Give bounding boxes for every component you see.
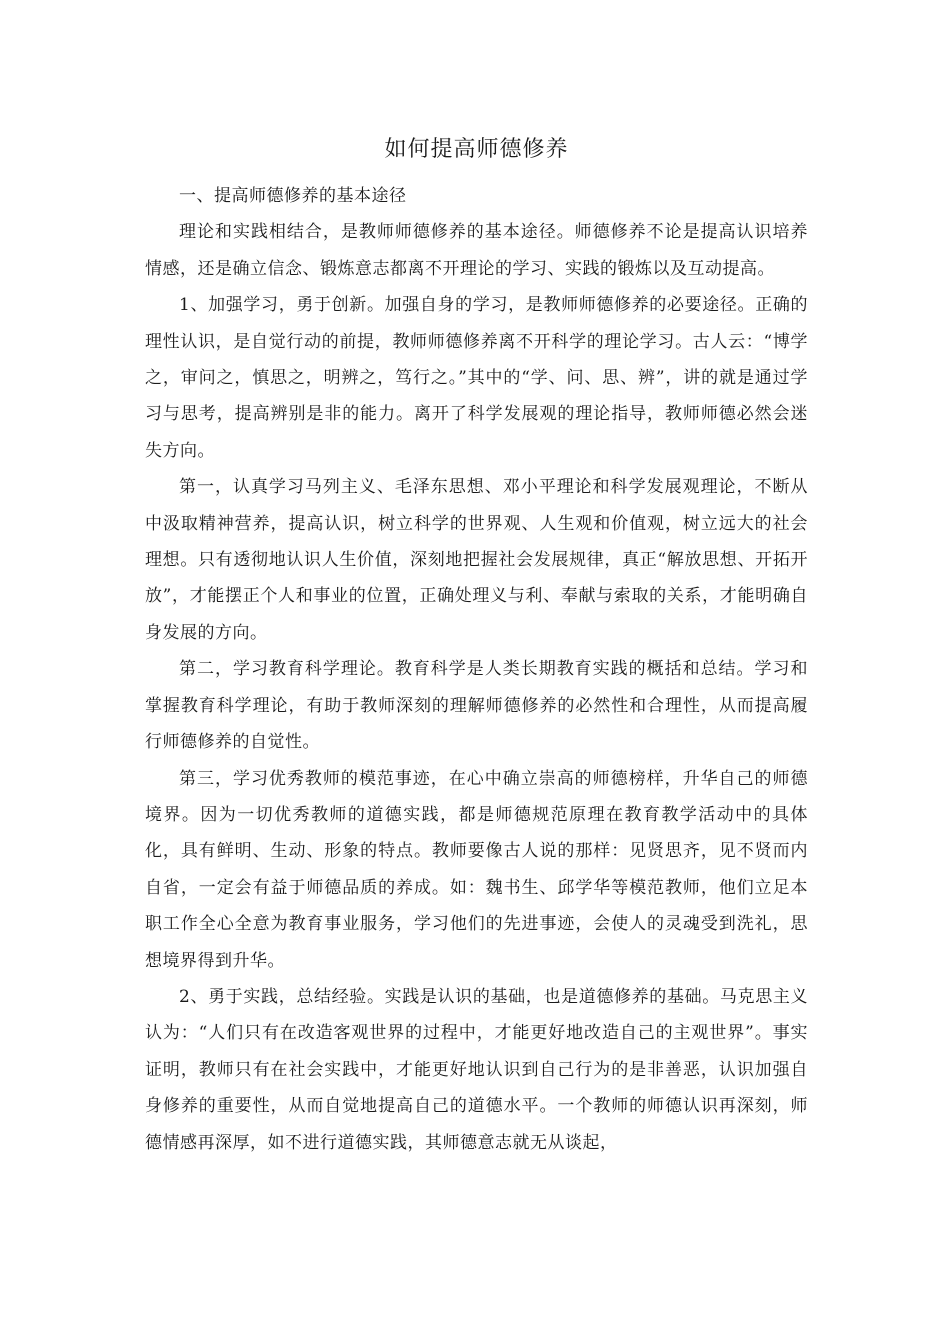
- body-paragraph: 理论和实践相结合，是教师师德修养的基本途径。师德修养不论是提高认识培养情感，还是确立信念、锻炼意志都离不开理论的学习、实践的锻炼以及互动提高。: [145, 222, 808, 279]
- body-paragraph: 1、加强学习，勇于创新。加强自身的学习，是教师师德修养的必要途径。正确的理性认识，是自觉行动的前提，教师师德修养离不开科学的理论学习。古人云：“博学之，审问之，慎思之，明辨之，笃行之。”其中的“学、问、思、辨”，讲的就是通过学习与思考，提高辨别是非的能力。离开了科学发展观的理论指导，教师师德必然会迷失方向。: [145, 295, 808, 461]
- section-heading: 一、提高师德修养的基本途径: [179, 186, 407, 206]
- document-page: [145, 130, 808, 1161]
- body-paragraph: 第三，学习优秀教师的模范事迹，在心中确立崇高的师德榜样，升华自己的师德境界。因为一切优秀教师的道德实践，都是师德规范原理在教育教学活动中的具体化，具有鲜明、生动、形象的特点。教师要像古人说的那样：见贤思齐，见不贤而内自省，一定会有益于师德品质的养成。如：魏书生、邱学华等模范教师，他们立足本职工作全心全意为教育事业服务，学习他们的先进事迹，会使人的灵魂受到洗礼，思想境界得到升华。: [145, 768, 808, 971]
- body-paragraph: 第一，认真学习马列主义、毛泽东思想、邓小平理论和科学发展观理论，不断从中汲取精神营养，提高认识，树立科学的世界观、人生观和价值观，树立远大的社会理想。只有透彻地认识人生价值，深刻地把握社会发展规律，真正“解放思想、开拓开放”，才能摆正个人和事业的位置，正确处理义与利、奉献与索取的关系，才能明确自身发展的方向。: [145, 477, 808, 643]
- document-title: 如何提高师德修养: [384, 137, 569, 162]
- body-paragraph: 2、勇于实践，总结经验。实践是认识的基础，也是道德修养的基础。马克思主义认为：“人们只有在改造客观世界的过程中，才能更好地改造自己的主观世界”。事实证明，教师只有在社会实践中，才能更好地认识到自己行为的是非善恶，认识加强自身修养的重要性，从而自觉地提高自己的道德水平。一个教师的师德认识再深刻，师德情感再深厚，如不进行道德实践，其师德意志就无从谈起，: [145, 986, 808, 1153]
- body-paragraph: 第二，学习教育科学理论。教育科学是人类长期教育实践的概括和总结。学习和掌握教育科学理论，有助于教师深刻的理解师德修养的必然性和合理性，从而提高履行师德修养的自觉性。: [145, 659, 808, 753]
